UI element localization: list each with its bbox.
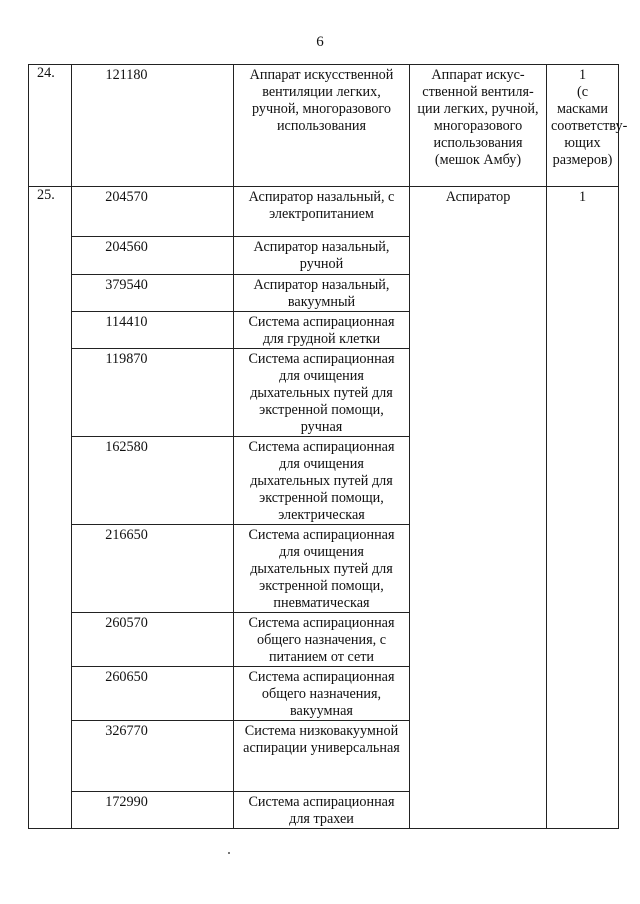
item-code: 204560: [72, 237, 234, 275]
row-number: 25.: [29, 187, 72, 829]
item-name: Система аспирационная для очищения дыхательных путей для экстренной помощи, электрическая: [234, 437, 410, 525]
item-code: 119870: [72, 349, 234, 437]
item-code: 326770: [72, 721, 234, 792]
quantity: 1: [547, 187, 619, 829]
table-row: [29, 65, 619, 187]
item-code: 172990: [72, 792, 234, 829]
quantity: 1 (с масками соответству-ющих размеров): [547, 65, 619, 187]
item-name: Система аспирационная общего назначения, с питанием от сети: [234, 613, 410, 667]
group-name: Аппарат искус-ственной вентиля-ции легких, ручной, многоразового использования (мешок Амбу): [410, 65, 547, 187]
item-code: 204570: [72, 187, 234, 237]
scan-speck: [228, 852, 230, 854]
item-name: Аппарат искусственной вентиляции легких, ручной, многоразового использования: [234, 65, 410, 187]
item-code: 121180: [72, 65, 234, 187]
item-name: Система низковакуумной аспирации универсальная: [234, 721, 410, 792]
group-name: Аспиратор: [410, 187, 547, 829]
item-name: Аспиратор назальный, вакуумный: [234, 275, 410, 312]
item-code: 260570: [72, 613, 234, 667]
item-name: Аспиратор назальный, с электропитанием: [234, 187, 410, 237]
item-name: Система аспирационная для грудной клетки: [234, 312, 410, 349]
item-code: 379540: [72, 275, 234, 312]
table-row: [29, 187, 619, 237]
item-name: Система аспирационная общего назначения, вакуумная: [234, 667, 410, 721]
page-number: 6: [316, 34, 324, 50]
item-code: 162580: [72, 437, 234, 525]
item-code: 216650: [72, 525, 234, 613]
item-name: Система аспирационная для очищения дыхательных путей для экстренной помощи, пневматическая: [234, 525, 410, 613]
item-name: Система аспирационная для трахеи: [234, 792, 410, 829]
item-name: Аспиратор назальный, ручной: [234, 237, 410, 275]
item-code: 260650: [72, 667, 234, 721]
item-code: 114410: [72, 312, 234, 349]
equipment-table: [28, 64, 628, 829]
item-name: Система аспирационная для очищения дыхательных путей для экстренной помощи, ручная: [234, 349, 410, 437]
row-number: 24.: [29, 65, 72, 187]
